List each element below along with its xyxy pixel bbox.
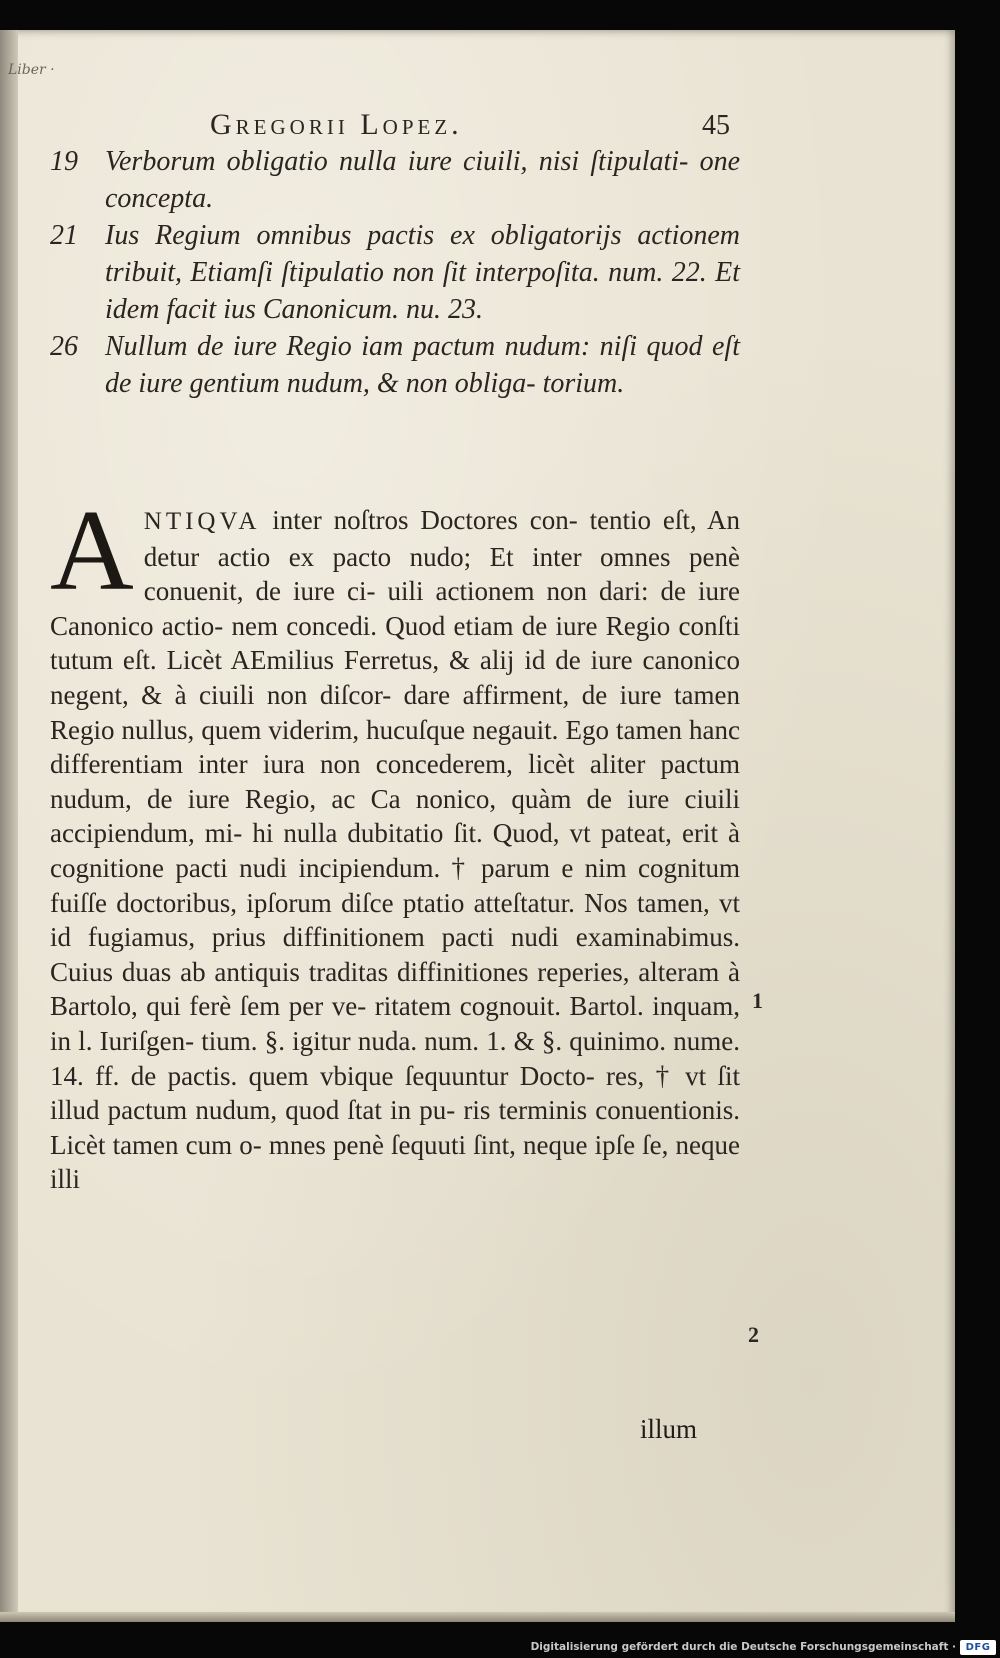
body-text: inter noſtros Doctores con- tentio eſt, An detur actio ex pacto nudo; Et inter omnes penè conuenit, de iure ci- uili actionem non dari: de iure Canonico actio- nem concedi. Quod etiam de iure Regio conſti tutum eſt. Licèt AEmilius Ferretus, & alij id de iure canonico negent, & à ciuili non diſcor- dare affirment, de iure tamen Regio nullus, quem viderim, hucuſque negauit. Ego tamen hanc differentiam inter iura non concederem, licèt aliter pactum nudum, de iure Regio, ac Ca nonico, quàm de iure ciuili accipiendum, mi- hi nulla dubitatio ſit. Quod, vt pateat, erit à cognitione pacti nudi incipiendum. † parum e nim cognitum fuiſſe doctoribus, ipſorum diſce ptatio atteſtatur. Nos tamen, vt id fugiamus, prius diffinitionem pacti nudi examinabimus. Cuius duas ab antiquis traditas diffinitiones reperies, alteram à Bartolo, qui ferè ſem per ve- ritatem cognouit. Bartol. inquam, in l. Iuriſgen- tium. §. igitur nuda. num. 1. & §. quinimo. nume. 14. ff. de pactis. quem vbique ſequuntur Docto- res, † vt ſit illud pactum nudum, quod ſtat in pu- ris terminis conuentionis. Licèt tamen cum o- mnes penè ſequuti ſint, neque ipſe ſe, neque illi [50, 505, 741, 1195]
opening-word: NTIQVA [143, 508, 261, 535]
catchword: illum [640, 1414, 698, 1444]
margin-reference: 2 [748, 1322, 759, 1347]
marginal-annotation: Liber · [8, 62, 55, 78]
summary-text: Nullum de iure Regio iam pactum nudum: niſi quod eſt de iure gentium nudum, & non obliga- torium. [105, 331, 740, 399]
summary-item [50, 217, 740, 328]
running-head [210, 108, 730, 144]
summary-number: 19 [50, 146, 78, 177]
page-gutter-edge [0, 30, 18, 1620]
margin-reference: 1 [752, 988, 763, 1013]
summary-item [50, 143, 740, 217]
summary-number: 21 [50, 220, 78, 251]
body-paragraph [50, 487, 741, 1197]
summary-number: 26 [50, 331, 78, 362]
summary-item [50, 328, 740, 402]
dfg-logo: DFG [960, 1640, 996, 1655]
summary-text: Verborum obligatio nulla iure ciuili, nisi ſtipulati- one concepta. [105, 146, 740, 214]
summary-text: Ius Regium omnibus pactis ex obligatorijs actionem tribuit, Etiamſi ſtipulatio non ſit interpoſita. num. 22. Et idem facit ius Canonicum. nu. 23. [105, 220, 740, 325]
main-text [50, 487, 741, 1197]
digitization-credit: Digitalisierung gefördert durch die Deutsche Forschungsgemeinschaft · [530, 1641, 956, 1653]
footer-bar [0, 1638, 1000, 1658]
drop-capital: A [50, 487, 134, 615]
summary-list [50, 143, 740, 402]
page-number: 45 [702, 110, 730, 141]
running-head-title: Gregorii Lopez. [210, 108, 463, 141]
page-bottom-edge [0, 1612, 955, 1622]
